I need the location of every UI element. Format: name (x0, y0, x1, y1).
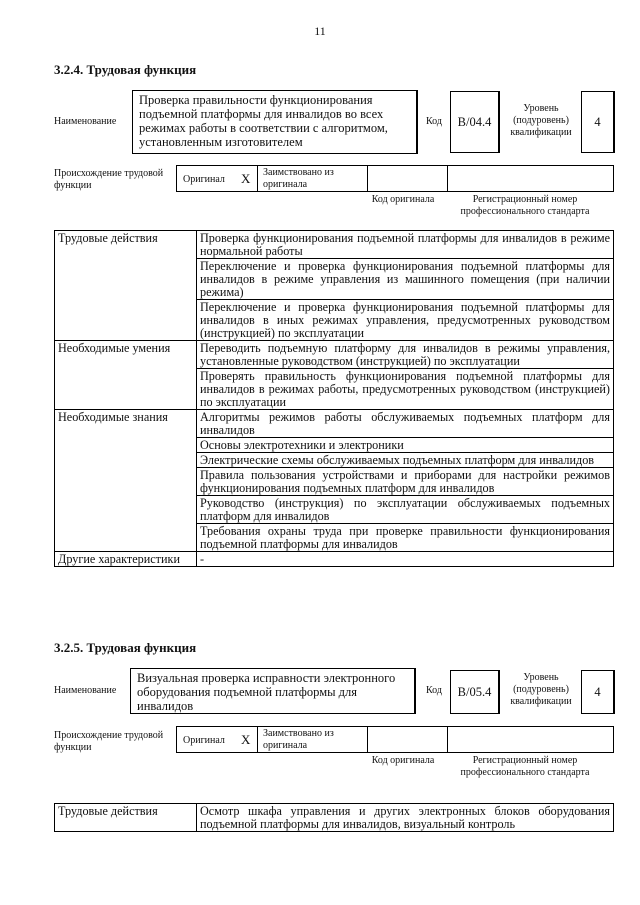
name-label: Наименование (54, 685, 117, 696)
level-label: Уровень (подуровень) квалификации (510, 103, 572, 138)
row-label: Трудовые действия (55, 231, 197, 341)
row-label: Трудовые действия (55, 804, 197, 832)
function-table (54, 230, 614, 567)
table-row (55, 341, 614, 369)
code-label: Код (426, 685, 442, 696)
function-name: Визуальная проверка исправности электронного оборудования подъемной платформы для инвалидов (137, 671, 396, 713)
divider (257, 727, 258, 752)
original-mark: X (241, 732, 251, 747)
row-item: Переводить подъемную платформу для инвалидов в режимы управления, установленные руководством (инструкцией) по эксплуатации (197, 341, 614, 369)
origin-label: Происхождение трудовой функции (54, 168, 164, 191)
divider (257, 166, 258, 191)
page-number: 11 (314, 24, 326, 38)
row-item: Электрические схемы обслуживаемых подъемных платформ для инвалидов (197, 453, 614, 468)
divider (367, 727, 368, 752)
reg-number-label: Регистрационный номер профессионального стандарта (460, 755, 590, 778)
orig-code-label: Код оригинала (371, 755, 435, 766)
divider (367, 166, 368, 191)
original-label: Оригинал (183, 174, 225, 185)
section-title: 3.2.4. Трудовая функция (54, 62, 197, 77)
row-item: Переключение и проверка функционирования подъемной платформы для инвалидов в иных режимах управления, предусмотренных руководством (инструкцией) по эксплуатации (197, 300, 614, 341)
function-name-box (132, 90, 418, 154)
name-label: Наименование (54, 116, 117, 127)
original-mark: X (241, 171, 251, 186)
section-title: 3.2.5. Трудовая функция (54, 640, 197, 655)
code-label: Код (426, 116, 442, 127)
table-row (55, 410, 614, 438)
origin-label: Происхождение трудовой функции (54, 730, 164, 753)
level-box (581, 91, 615, 153)
level-value: 4 (594, 115, 601, 129)
row-label: Необходимые умения (55, 341, 197, 410)
code-value: В/04.4 (457, 115, 492, 129)
function-name: Проверка правильности функционирования подъемной платформы для инвалидов во всех режимах работы в соответствии с алгоритмом, установленным изготовителем (139, 93, 388, 149)
row-label: Другие характеристики (55, 552, 197, 567)
row-item: Проверка функционирования подъемной платформы для инвалидов в режиме нормальной работы (197, 231, 614, 259)
divider (447, 166, 448, 191)
level-label: Уровень (подуровень) квалификации (510, 672, 572, 707)
borrowed-label: Заимствовано из оригинала (263, 728, 334, 751)
level-box (581, 670, 615, 714)
row-item: Требования охраны труда при проверке правильности функционирования подъемной платформы для инвалидов (197, 524, 614, 552)
code-box (450, 91, 500, 153)
row-item: - (197, 552, 614, 567)
divider (447, 727, 448, 752)
function-table (54, 803, 614, 832)
row-item: Осмотр шкафа управления и других электронных блоков оборудования подъемной платформы для инвалидов, визуальный контроль (197, 804, 614, 832)
row-item: Алгоритмы режимов работы обслуживаемых подъемных платформ для инвалидов (197, 410, 614, 438)
row-item: Переключение и проверка функционирования подъемной платформы для инвалидов в режиме управления из машинного помещения (при наличии режима) (197, 259, 614, 300)
row-item: Основы электротехники и электроники (197, 438, 614, 453)
table-row (55, 552, 614, 567)
origin-box (176, 726, 614, 753)
function-name-box (130, 668, 416, 714)
row-item: Руководство (инструкция) по эксплуатации обслуживаемых подъемных платформ для инвалидов (197, 496, 614, 524)
reg-number-label: Регистрационный номер профессионального стандарта (460, 194, 590, 217)
orig-code-label: Код оригинала (371, 194, 435, 205)
code-box (450, 670, 500, 714)
row-item: Правила пользования устройствами и приборами для настройки режимов функционирования подъемных платформ для инвалидов (197, 468, 614, 496)
table-row (55, 804, 614, 832)
row-label: Необходимые знания (55, 410, 197, 552)
borrowed-label: Заимствовано из оригинала (263, 167, 334, 190)
origin-box (176, 165, 614, 192)
table-row (55, 231, 614, 259)
row-item: Проверять правильность функционирования подъемной платформы для инвалидов в режимах работы, предусмотренных руководством (инструкцией) по эксплуатации (197, 369, 614, 410)
level-value: 4 (594, 685, 601, 699)
original-label: Оригинал (183, 735, 225, 746)
code-value: В/05.4 (457, 685, 492, 699)
